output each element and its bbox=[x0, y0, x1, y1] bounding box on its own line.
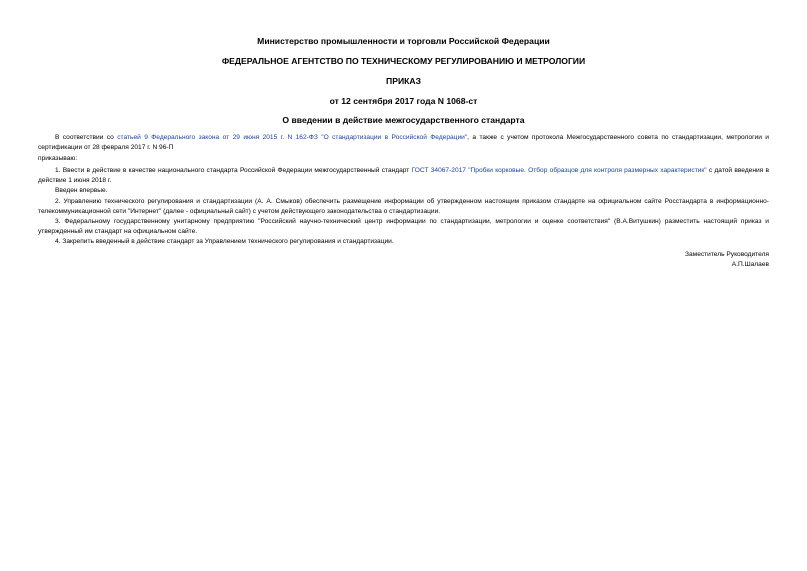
order-word: приказываю: bbox=[38, 155, 78, 162]
signature-name: А.П.Шалаев bbox=[731, 261, 769, 268]
preamble-text-start: В соответствии со bbox=[55, 134, 118, 141]
item1-text-end: с датой введения в действие 1 июня 2018 г. bbox=[38, 167, 769, 184]
agency-heading: ФЕДЕРАЛЬНОЕ АГЕНТСТВО ПО ТЕХНИЧЕСКОМУ РЕГУЛИРОВАНИЮ И МЕТРОЛОГИИ bbox=[221, 56, 586, 66]
date-number-heading: от 12 сентября 2017 года N 1068-ст bbox=[329, 96, 478, 106]
signature-position: Заместитель Руководителя bbox=[685, 251, 769, 258]
preamble-paragraph bbox=[38, 133, 769, 153]
ministry-heading: Министерство промышленности и торговли Российской Федерации bbox=[257, 36, 550, 46]
gost-standard-link[interactable]: ГОСТ 34067-2017 "Пробки корковые. Отбор образцов для контроля размерных характеристик" bbox=[411, 167, 707, 174]
item1-text-start: 1. Ввести в действие в качестве национального стандарта Российской Федерации межгосударственный стандарт bbox=[55, 167, 412, 174]
item2-paragraph: 2. Управлению технического регулирования и стандартизации (А. А. Смыков) обеспечить размещение информации об утвержденном настоящим приказом стандарте на официальном сайте Росстандарта в информационно-телекоммуникационной сети "Интернет" (далее - официальный сайт) с учетом действующего законодательства о стандартизации. bbox=[38, 198, 769, 215]
item3-paragraph: 3. Федеральному государственному унитарному предприятию "Российский научно-технический центр информации по стандартизации, метрологии и оценке соответствия" (В.А.Витушкин) разместить настоящий приказ и утвержденный им стандарт на официальном сайте. bbox=[38, 218, 769, 235]
doc-type-heading: ПРИКАЗ bbox=[386, 76, 421, 86]
order-title: О введении в действие межгосударственного стандарта bbox=[282, 115, 525, 125]
item4-paragraph: 4. Закрепить введенный в действие стандарт за Управлением технического регулирования и стандартизации. bbox=[55, 238, 394, 245]
preamble-text-end: , а также с учетом протокола Межгосударственного совета по стандартизации, метрологии и сертификации от 28 февраля 2017 г. N 96-П bbox=[38, 134, 769, 151]
first-time-note: Введен впервые. bbox=[55, 187, 108, 194]
federal-law-link[interactable]: статьей 9 Федерального закона от 29 июня 2015 г. N 162-ФЗ "О стандартизации в Российской Федерации" bbox=[117, 134, 468, 141]
item1-paragraph bbox=[38, 166, 769, 186]
